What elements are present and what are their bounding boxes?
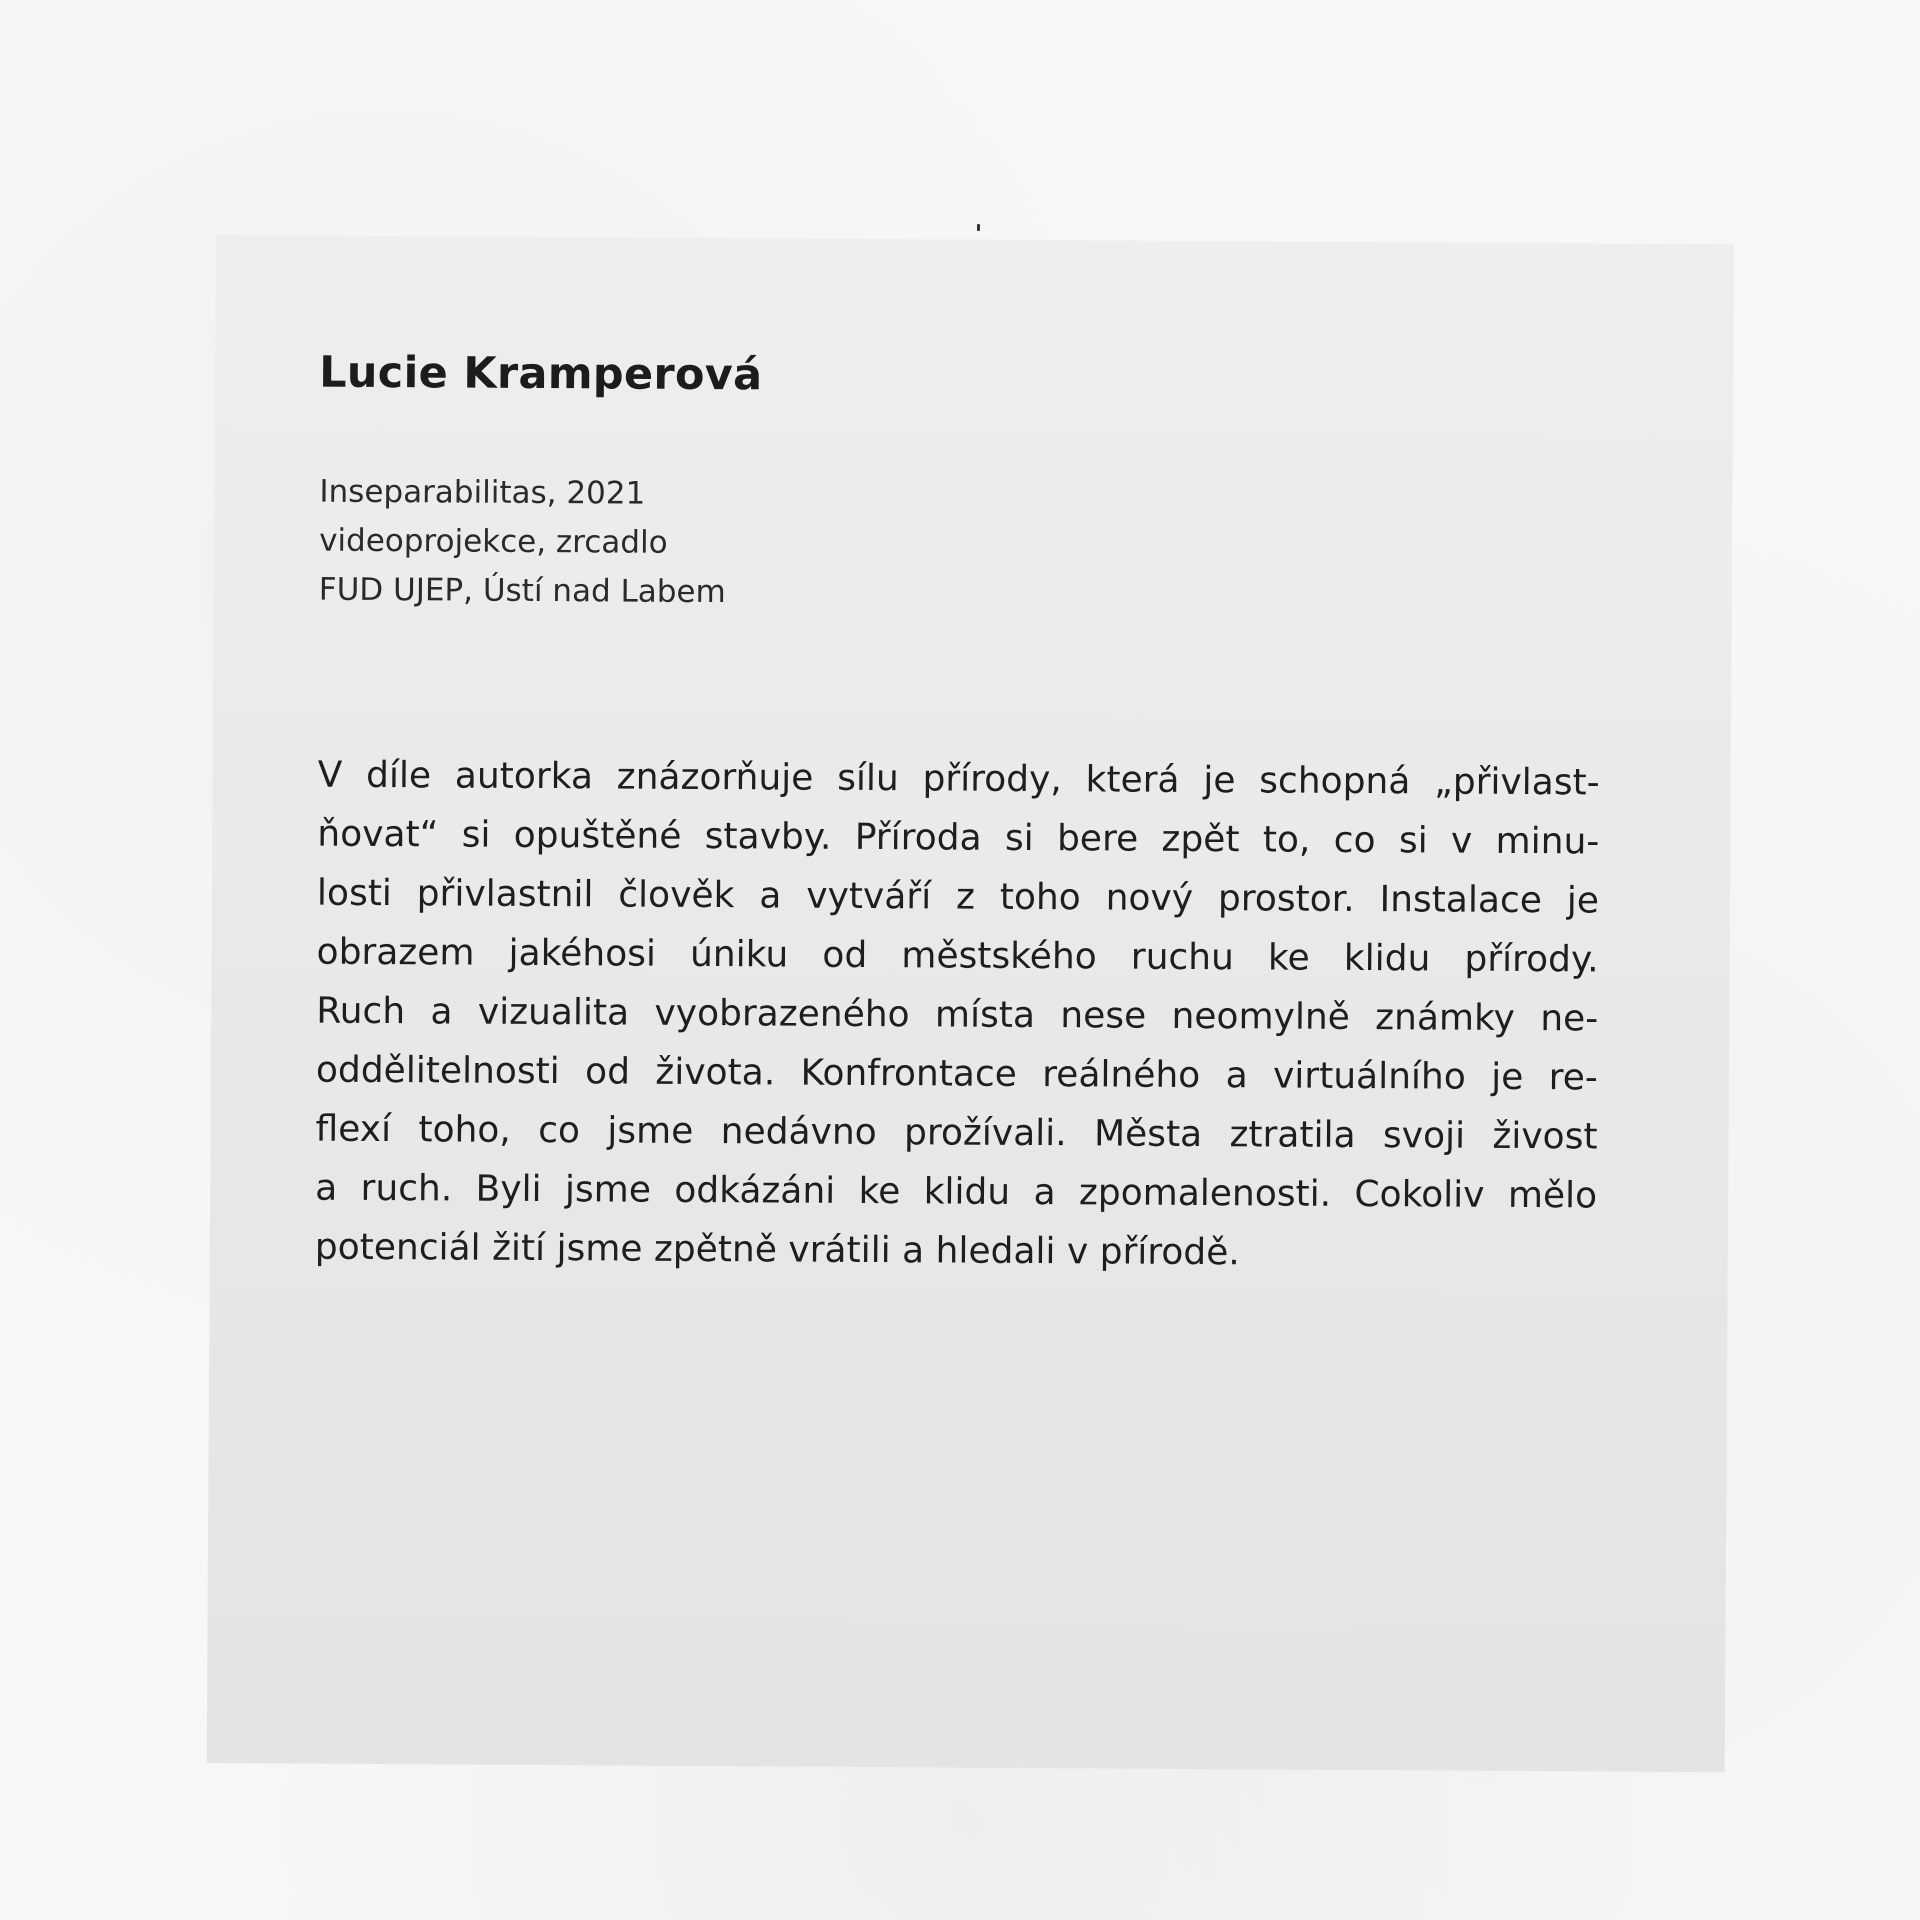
wall-nail-mark bbox=[977, 224, 980, 231]
description-line: potenciál žití jsme zpětně vrátili a hledali v přírodě. bbox=[314, 1226, 1240, 1274]
artwork-description bbox=[315, 746, 1600, 1285]
description-line: oddělitelnosti od života. Konfrontace reálného a virtuálního je re- bbox=[315, 1049, 1599, 1099]
description-line: flexí toho, co jsme nedávno prožívali. Města ztratila svoji živost bbox=[315, 1108, 1598, 1158]
description-line: obrazem jakéhosi úniku od městského ruchu ke klidu přírody. bbox=[316, 931, 1599, 981]
description-line: a ruch. Byli jsme odkázáni ke klidu a zpomalenosti. Cokoliv mělo bbox=[315, 1167, 1598, 1217]
description-line: Ruch a vizualita vyobrazeného místa nese neomylně známky ne- bbox=[316, 990, 1599, 1040]
artwork-details bbox=[319, 468, 727, 617]
artwork-title-year: Inseparabilitas, 2021 bbox=[319, 473, 646, 512]
artist-name: Lucie Kramperová bbox=[319, 347, 763, 401]
description-line: ňovat“ si opuštěné stavby. Příroda si bere zpět to, co si v minu- bbox=[317, 813, 1600, 863]
artwork-medium: videoprojekce, zrcadlo bbox=[319, 522, 668, 561]
exhibition-label bbox=[207, 235, 1734, 1772]
artwork-institution: FUD UJEP, Ústí nad Labem bbox=[318, 571, 726, 611]
description-line: losti přivlastnil člověk a vytváří z toho nový prostor. Instalace je bbox=[316, 872, 1600, 922]
description-line: V díle autorka znázorňuje sílu přírody, která je schopná „přivlast- bbox=[317, 754, 1600, 804]
